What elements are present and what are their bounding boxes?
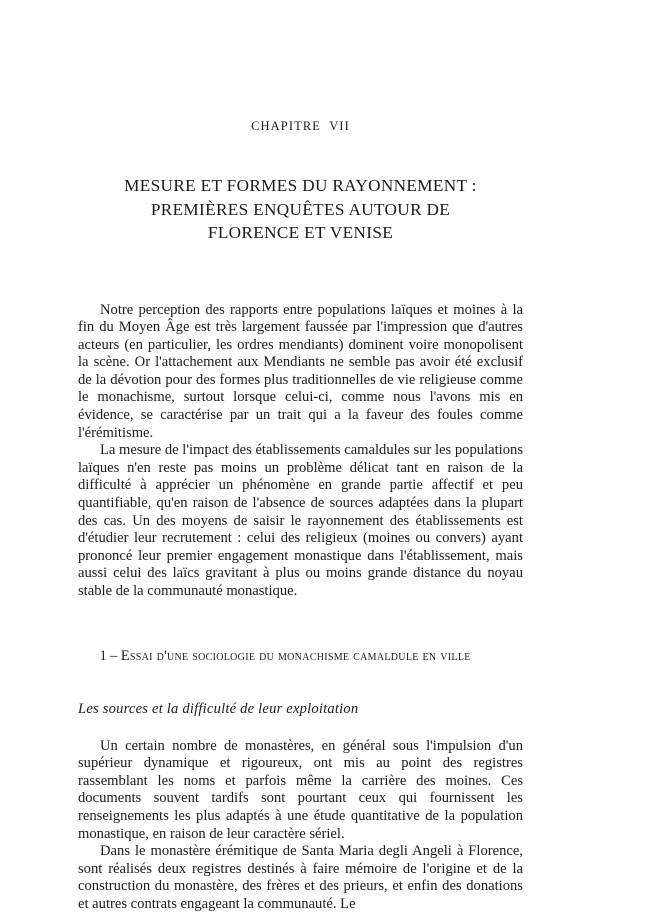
body-paragraph: La mesure de l'impact des établissements camaldules sur les populations laïques n'en reste pas moins un problème délicat tant en raison de la difficulté à apprécier un phénomène en grande partie affectif et peu quantifiable, qu'en raison de l'absence de sources adaptées dans la plupart des cas. Un des moyens de saisir le rayonnement des établissements est d'étudier leur recrutement : celui des religieux (moines ou convers) ayant prononcé leur premier engagement monastique dans l'établissement, mais aussi celui des laïcs gravitant à plus ou moins grande distance du noyau stable de la communauté monastique. <box>78 442 523 599</box>
section-subheading: Les sources et la difficulté de leur exploitation <box>78 700 359 717</box>
body-paragraph: Dans le monastère érémitique de Santa Maria degli Angeli à Florence, sont réalisés deux registres destinés à faire mémoire de l'origine et de la construction du monastère, des frères et des prieurs, et enfin des donations et autres contrats engageant la communauté. Le <box>78 843 523 912</box>
section-number: 1 – <box>99 647 121 664</box>
chapter-title-line-2: PREMIÈRES ENQUÊTES AUTOUR DE <box>150 199 451 219</box>
chapter-title <box>78 174 523 245</box>
section-heading-text: Essai d'une sociologie du monachisme camaldule en ville <box>120 647 471 664</box>
section-heading <box>78 631 523 682</box>
chapter-title-line-3: FLORENCE ET VENISE <box>207 223 394 242</box>
chapter-label: CHAPITRE VII <box>251 119 350 133</box>
text-column <box>78 0 523 914</box>
body-paragraph: Notre perception des rapports entre populations laïques et moines à la fin du Moyen Âge est très largement faussée par l'impression que d'autres acteurs (en particulier, les ordres mendiants) dominent voire monopolisent la scène. Or l'attachement aux Mendiants ne semble pas avoir été exclusif de la dévotion pour des formes plus traditionnelles de vie religieuse comme le monachisme, surtout lorsque celui-ci, comme nous l'avons mis en évidence, se caractérise par un trait qui a la faveur des foules comme l'érémitisme. <box>78 301 523 441</box>
body-paragraph: Un certain nombre de monastères, en général sous l'impulsion d'un supérieur dynamique et rigoureux, ont mis au point des registres rassemblant les noms et parfois même la carrière des moines. Ces documents souvent tardifs sont pourtant ceux qui fournissent les renseignements les plus adaptés à une étude quantitative de la population monastique, en raison de leur caractère sériel. <box>78 737 523 842</box>
chapter-title-line-1: MESURE ET FORMES DU RAYONNEMENT : <box>124 176 477 195</box>
